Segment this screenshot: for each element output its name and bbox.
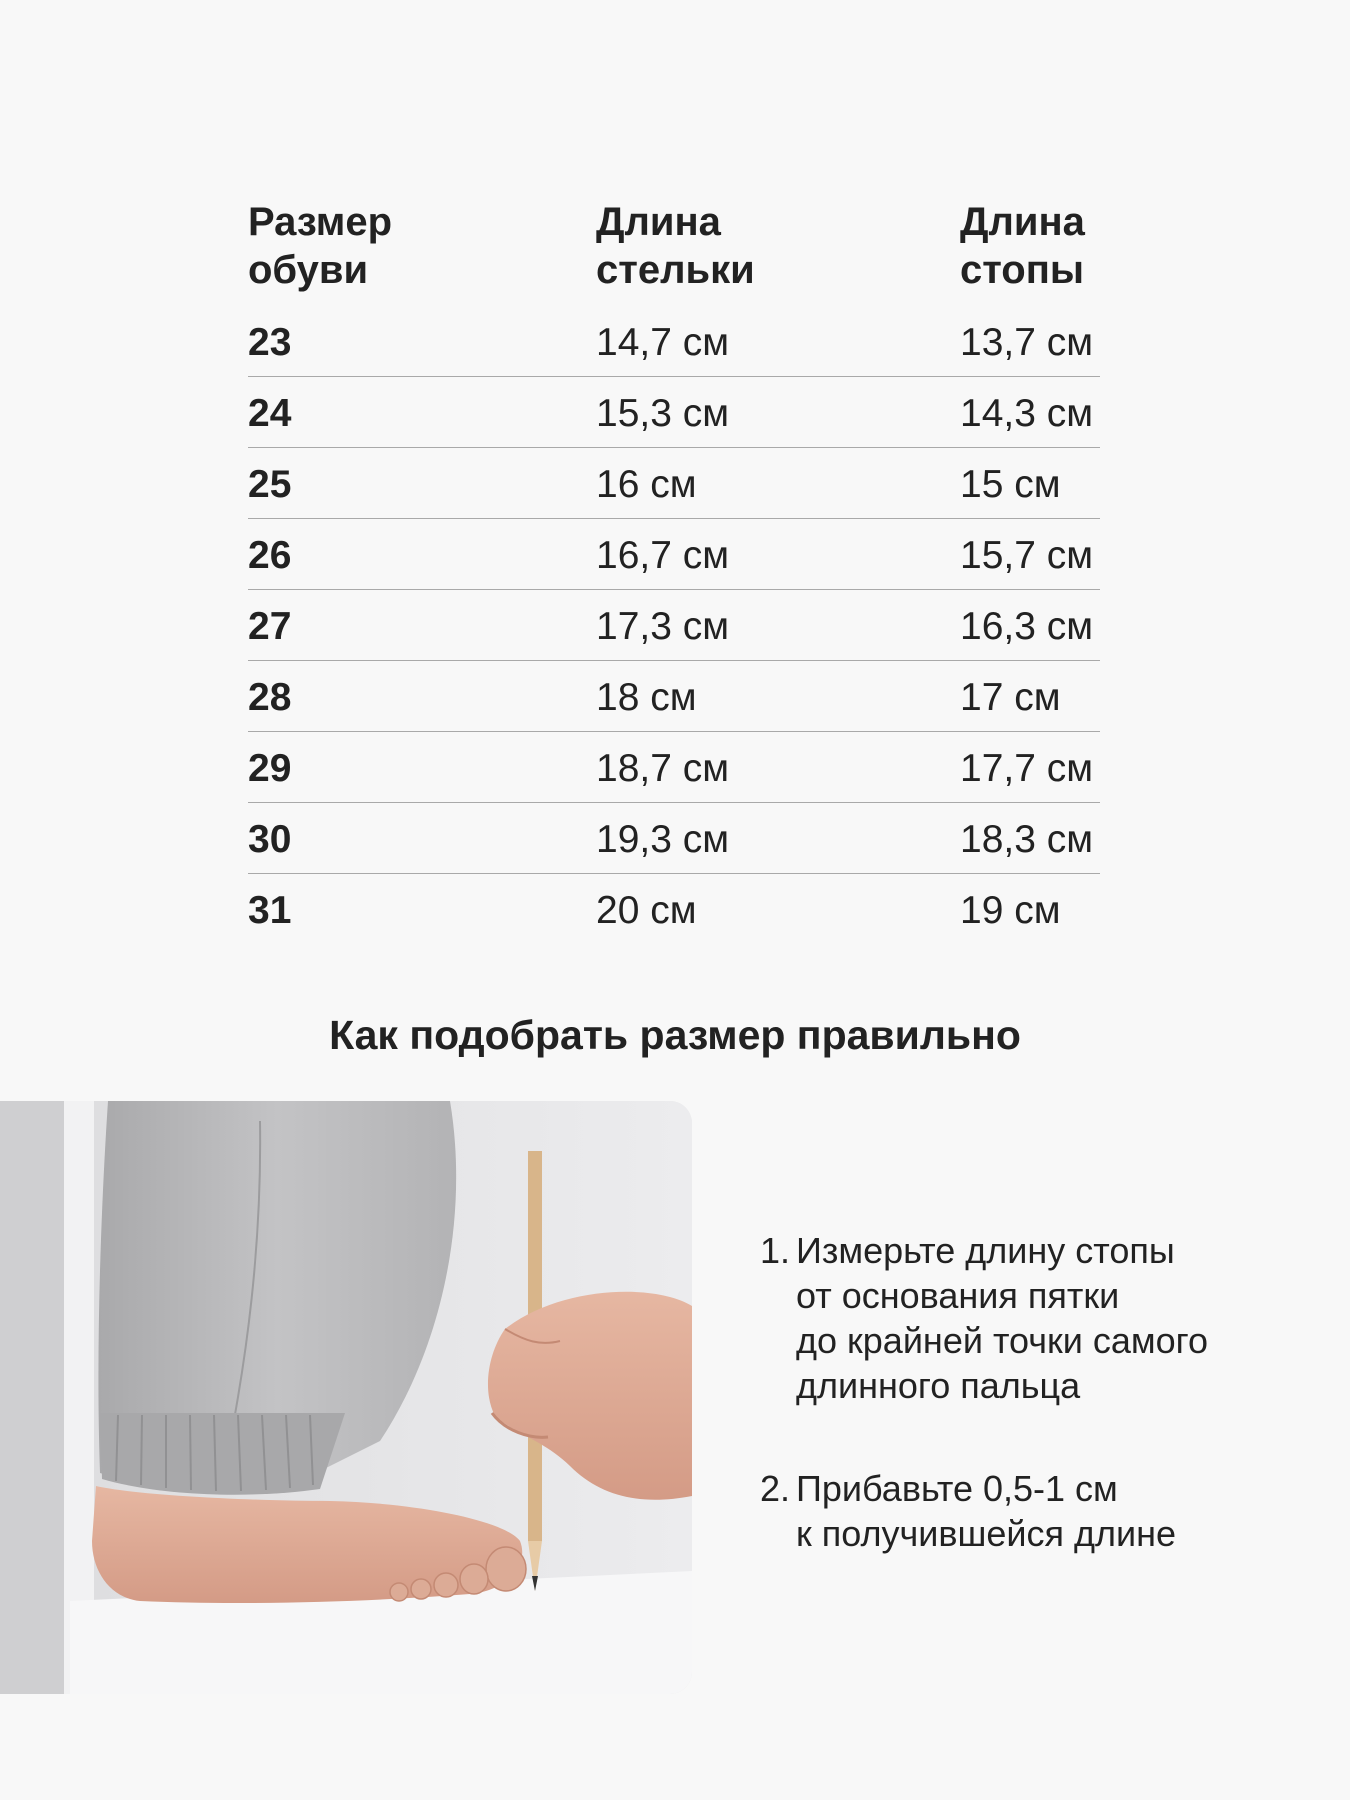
insole-length-cell: 19,3 см (596, 818, 730, 861)
insole-length-cell: 14,7 см (596, 321, 730, 364)
insole-length-cell: 20 см (596, 889, 697, 932)
insole-length-cell: 17,3 см (596, 605, 730, 648)
instruction-step (740, 1228, 1320, 1408)
table-row (248, 448, 1100, 519)
table-row (248, 874, 1100, 945)
insole-length-cell: 16,7 см (596, 534, 730, 577)
table-row (248, 306, 1100, 377)
shoe-size-cell: 28 (248, 676, 292, 719)
instruction-step (740, 1466, 1320, 1556)
foot-length-cell: 15 см (960, 463, 1061, 506)
insole-length-cell: 16 см (596, 463, 697, 506)
table-row (248, 377, 1100, 448)
foot-length-cell: 17 см (960, 676, 1061, 719)
shoe-size-cell: 29 (248, 747, 292, 790)
table-row (248, 590, 1100, 661)
step-text: Измерьте длину стопы от основания пятки до крайней точки самого длинного пальца (796, 1230, 1209, 1406)
foot-measurement-photo (0, 1101, 692, 1694)
foot-length-cell: 19 см (960, 889, 1061, 932)
header-shoe-size: Размер обуви (248, 200, 393, 292)
insole-length-cell: 18 см (596, 676, 697, 719)
table-row (248, 732, 1100, 803)
table-header (248, 198, 1100, 306)
foot-length-cell: 15,7 см (960, 534, 1094, 577)
size-table (248, 198, 1100, 945)
shoe-size-cell: 30 (248, 818, 292, 861)
foot-length-cell: 14,3 см (960, 392, 1094, 435)
foot-length-cell: 16,3 см (960, 605, 1094, 648)
step-number: 2. (759, 1468, 790, 1509)
foot-length-cell: 13,7 см (960, 321, 1094, 364)
insole-length-cell: 15,3 см (596, 392, 730, 435)
shoe-size-cell: 27 (248, 605, 292, 648)
foot-length-cell: 18,3 см (960, 818, 1094, 861)
header-insole-length: Длина стельки (596, 200, 755, 292)
table-body (248, 306, 1100, 945)
table-row (248, 803, 1100, 874)
shoe-size-cell: 23 (248, 321, 292, 364)
step-text: Прибавьте 0,5-1 см к получившейся длине (796, 1468, 1177, 1554)
shoe-size-cell: 26 (248, 534, 292, 577)
shoe-size-cell: 24 (248, 392, 292, 435)
shoe-size-cell: 25 (248, 463, 292, 506)
shoe-size-cell: 31 (248, 889, 292, 932)
table-row (248, 519, 1100, 590)
section-title: Как подобрать размер правильно (329, 1012, 1021, 1058)
table-row (248, 661, 1100, 732)
instructions-list (740, 1228, 1320, 1556)
header-foot-length: Длина стопы (960, 200, 1085, 292)
foot-length-cell: 17,7 см (960, 747, 1094, 790)
step-number: 1. (759, 1230, 790, 1271)
insole-length-cell: 18,7 см (596, 747, 730, 790)
